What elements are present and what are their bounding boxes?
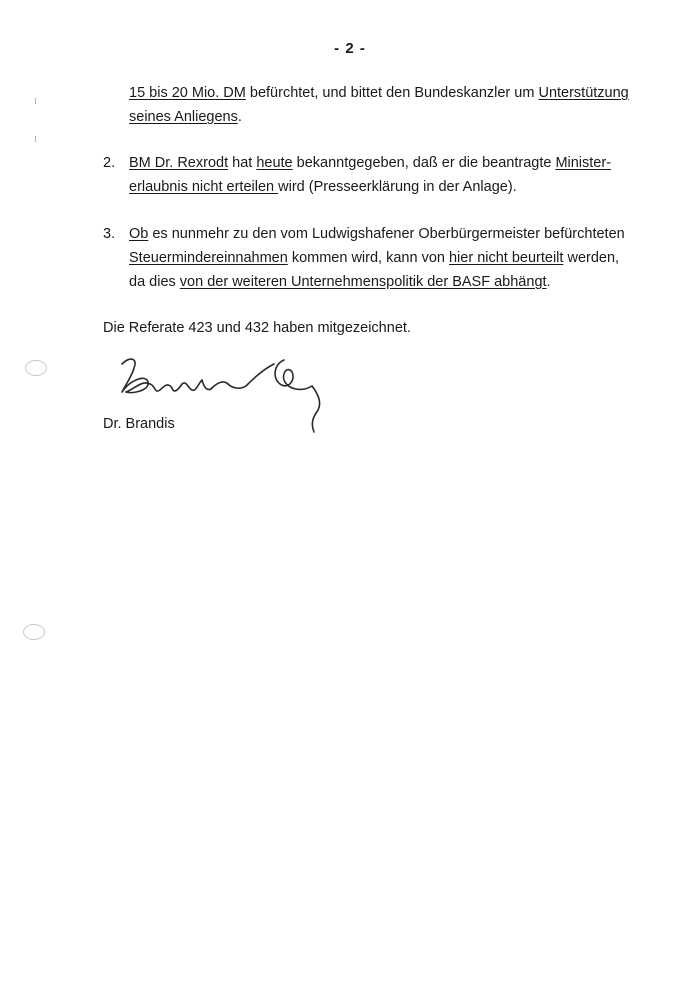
margin-mark bbox=[35, 136, 36, 142]
text: wird (Presseerklärung in der Anlage). bbox=[278, 179, 517, 195]
item-3-text bbox=[129, 222, 625, 294]
text: es nunmehr zu den vom Ludwigshafener Oberbürgermeister befürchteten bbox=[148, 226, 625, 242]
handwritten-signature bbox=[112, 350, 342, 460]
underlined-text: Ob bbox=[129, 226, 149, 242]
margin-mark bbox=[35, 98, 36, 104]
text: . bbox=[237, 109, 242, 125]
underlined-text: seines Anliegens bbox=[129, 109, 238, 125]
item-number: 2. bbox=[103, 155, 116, 171]
item-number: 3. bbox=[103, 226, 116, 242]
underlined-text: Minister- bbox=[555, 155, 612, 171]
underlined-text: erlaubnis nicht erteilen bbox=[129, 179, 279, 195]
text: kommen wird, kann von bbox=[287, 250, 449, 266]
item-2-text bbox=[129, 151, 611, 199]
underlined-text: 15 bis 20 Mio. DM bbox=[129, 85, 246, 101]
paragraph-continued bbox=[129, 81, 629, 129]
underlined-text: von der weiteren Unternehmenspolitik der BASF abhängt bbox=[179, 274, 547, 290]
text: da dies bbox=[129, 274, 180, 290]
underlined-text: heute bbox=[256, 155, 293, 171]
text: befürchtet, und bittet den Bundeskanzler um bbox=[245, 85, 539, 101]
punch-hole bbox=[23, 624, 45, 640]
underlined-text: Steuermindereinnahmen bbox=[129, 250, 288, 266]
text: bekanntgegeben, daß er die beantragte bbox=[292, 155, 556, 171]
page-number: - 2 - bbox=[334, 40, 366, 57]
signer-name: Dr. Brandis bbox=[103, 416, 175, 432]
cosign-note: Die Referate 423 und 432 haben mitgezeichnet. bbox=[103, 320, 411, 336]
text: . bbox=[546, 274, 551, 290]
underlined-text: hier nicht beurteilt bbox=[448, 250, 564, 266]
text: hat bbox=[228, 155, 257, 171]
underlined-text: Unterstützung bbox=[538, 85, 629, 101]
punch-hole bbox=[25, 360, 47, 376]
text: werden, bbox=[563, 250, 620, 266]
underlined-text: BM Dr. Rexrodt bbox=[129, 155, 229, 171]
